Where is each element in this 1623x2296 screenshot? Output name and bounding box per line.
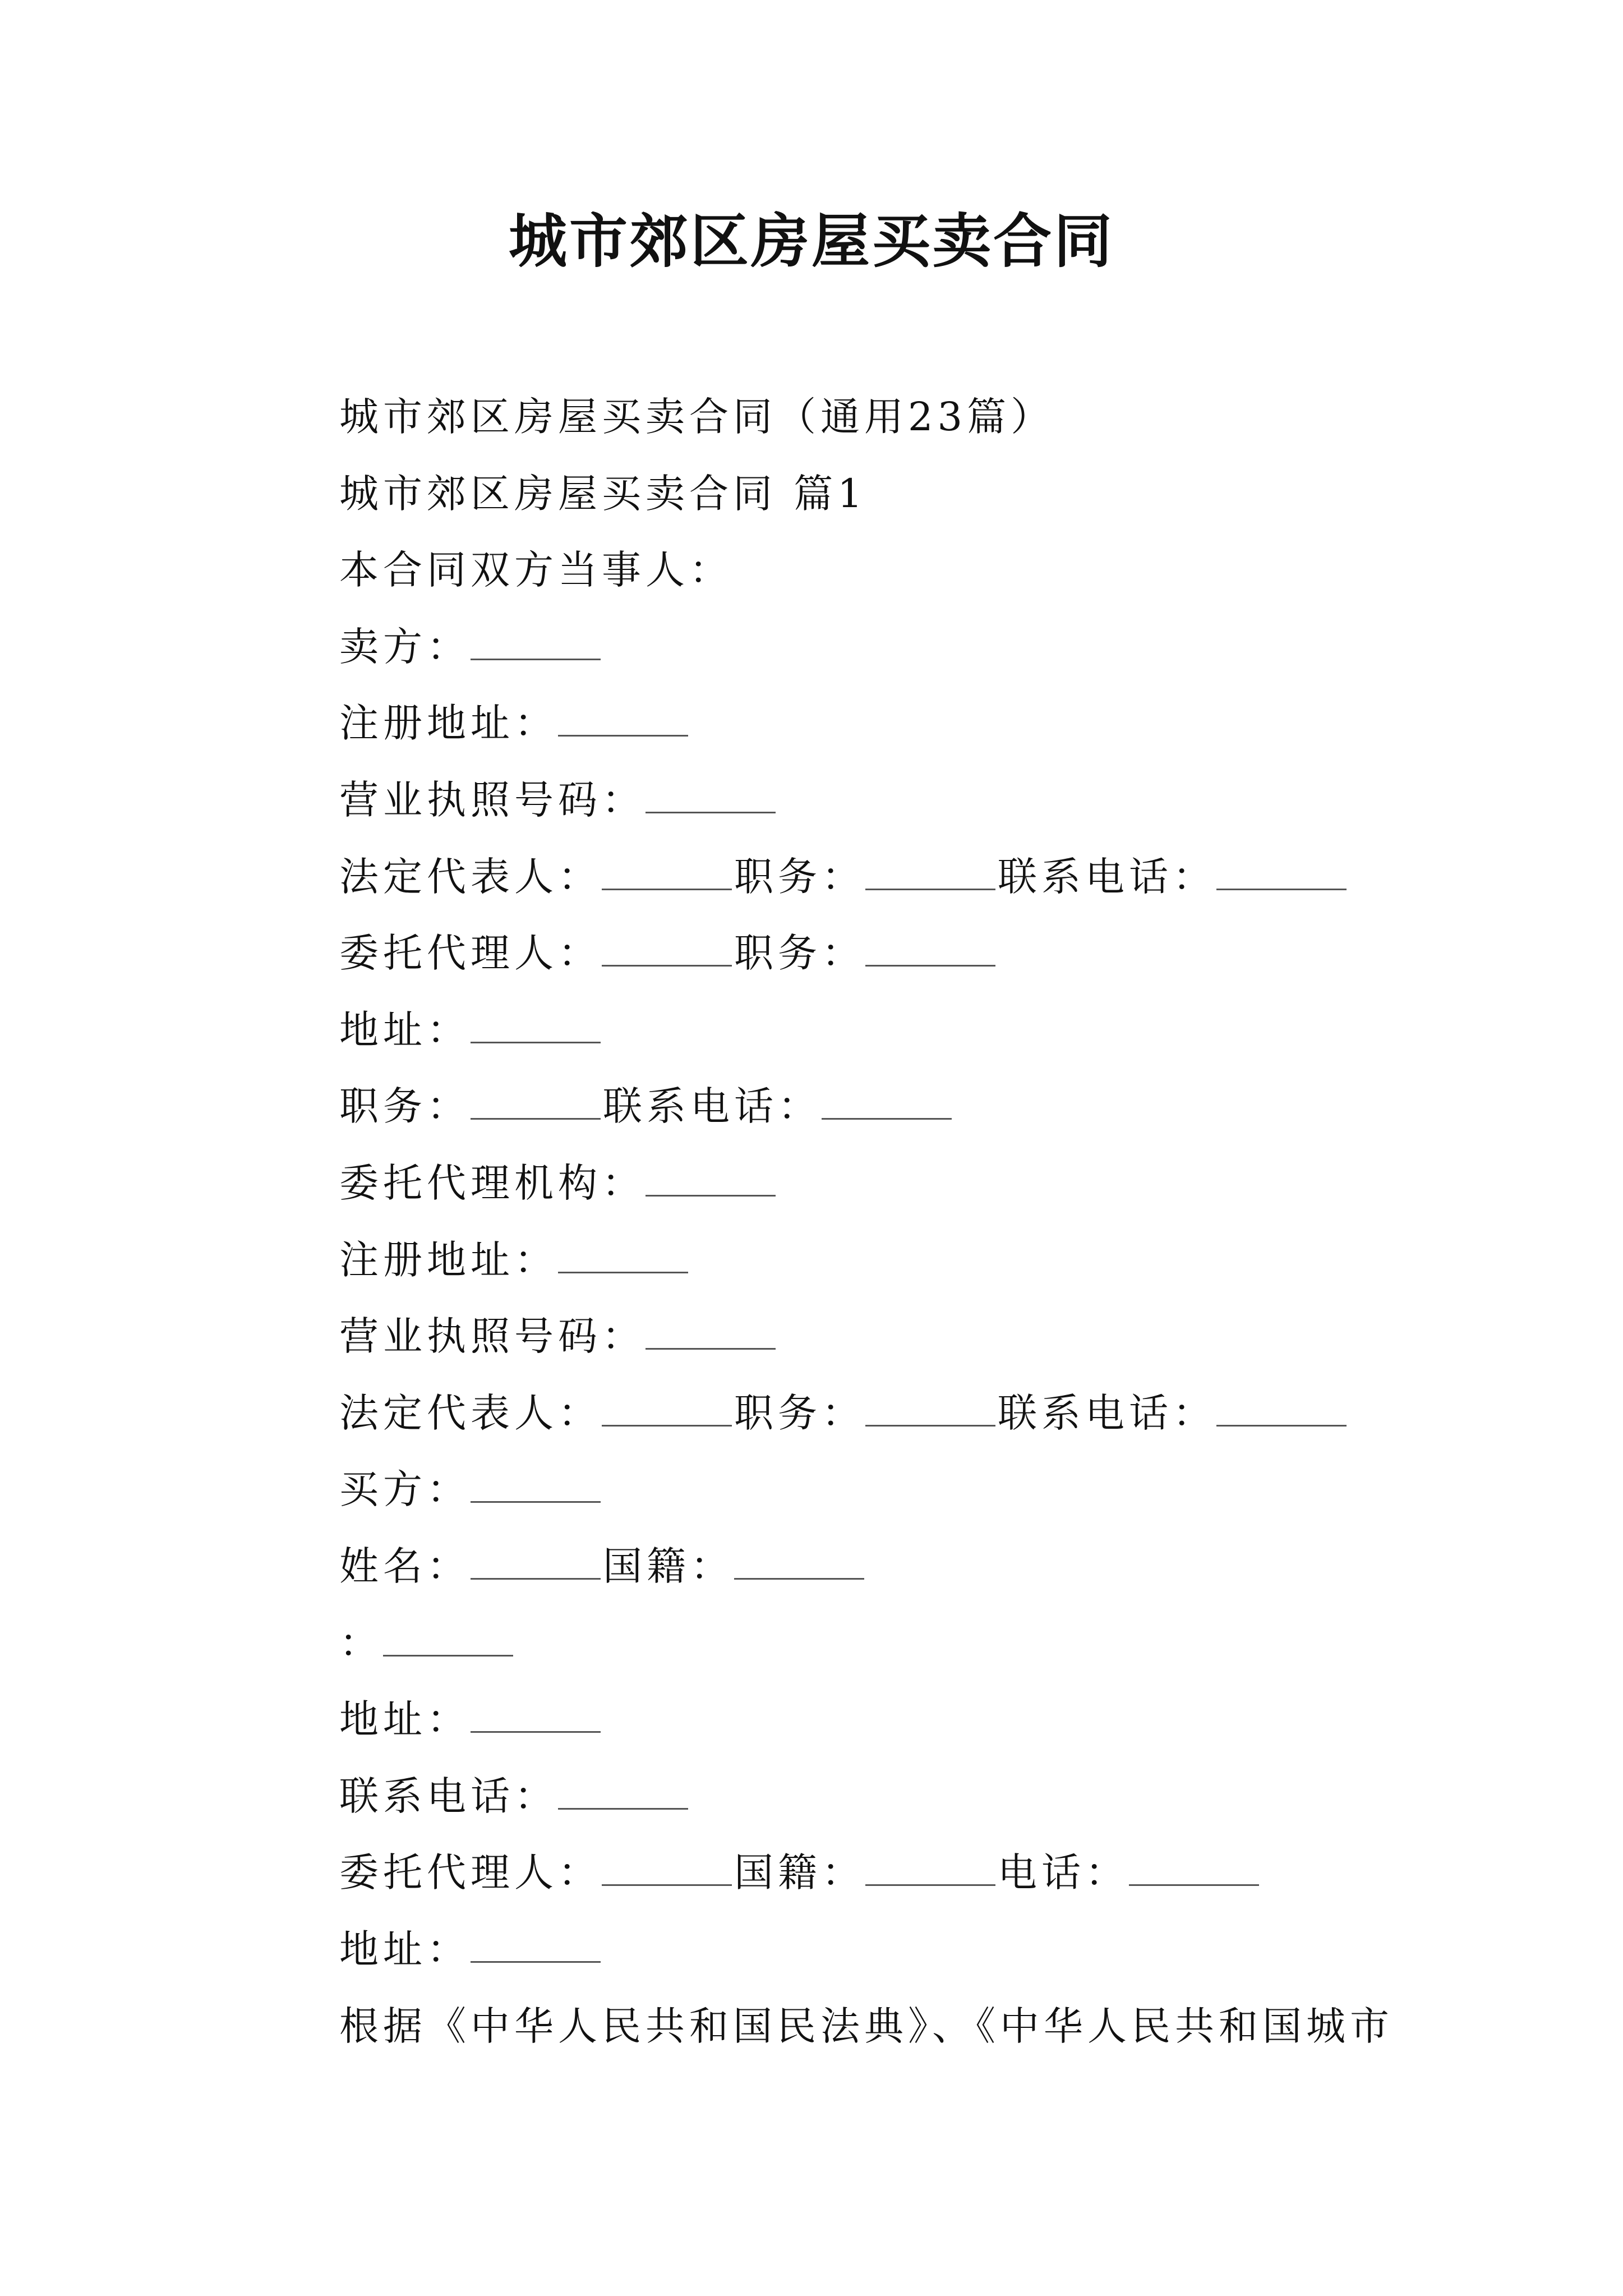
line-label: 职务： — [734, 854, 865, 900]
document-line — [339, 1305, 778, 1367]
document-line — [339, 463, 867, 524]
fill-in-blank — [471, 1083, 601, 1120]
fill-in-blank — [865, 1849, 995, 1886]
document-line — [339, 1688, 603, 1750]
line-label: 本合同双方当事人： — [339, 547, 733, 593]
document-line — [339, 1612, 515, 1674]
fill-in-blank — [471, 1007, 601, 1043]
line-label: 国籍： — [734, 1849, 865, 1895]
line-label: 委托代理人： — [339, 1849, 602, 1895]
line-label: 买方： — [339, 1466, 471, 1512]
fill-in-blank — [471, 624, 601, 660]
line-label: 职务： — [734, 1390, 865, 1436]
document-line — [339, 616, 603, 678]
document-line — [339, 1458, 603, 1520]
line-label: 根据《中华人民共和国民法典》、《中华人民共和国城市 — [339, 2003, 1394, 2049]
line-label: 委托代理人： — [339, 930, 602, 976]
line-label: 地址： — [339, 1926, 471, 1972]
fill-in-blank — [734, 1543, 864, 1580]
document-line — [339, 922, 998, 984]
fill-in-blank — [865, 854, 995, 890]
line-label: 委托代理机构： — [339, 1160, 645, 1206]
fill-in-blank — [602, 1849, 732, 1886]
line-label: 职务： — [734, 930, 865, 976]
document-line — [339, 1075, 954, 1137]
fill-in-blank — [471, 1926, 601, 1963]
document-line — [339, 1995, 1394, 2057]
document-line — [339, 999, 603, 1061]
fill-in-blank — [471, 1696, 601, 1733]
document-line — [339, 1765, 690, 1827]
line-label: 法定代表人： — [339, 1390, 602, 1436]
line-label: 营业执照号码： — [339, 1313, 645, 1359]
line-label: 卖方： — [339, 624, 471, 670]
line-label: 电话： — [998, 1849, 1129, 1895]
line-label: 城市郊区房屋买卖合同（通用23篇） — [339, 394, 1055, 440]
line-label: 联系电话： — [998, 1390, 1216, 1436]
fill-in-blank — [558, 700, 688, 737]
fill-in-blank — [383, 1620, 513, 1657]
line-label: 注册地址： — [339, 1237, 558, 1283]
document-line — [339, 1152, 778, 1214]
line-label: 职务： — [339, 1083, 471, 1129]
fill-in-blank — [1216, 1390, 1347, 1427]
document-line — [339, 769, 778, 831]
document-line — [339, 1535, 866, 1597]
line-label: 地址： — [339, 1007, 471, 1053]
document-line — [339, 386, 1054, 448]
fill-in-blank — [645, 1160, 776, 1197]
line-label: ： — [339, 1620, 383, 1666]
fill-in-blank — [865, 1390, 995, 1427]
line-label: 联系电话： — [998, 854, 1216, 900]
line-label: 联系电话： — [603, 1083, 822, 1129]
fill-in-blank — [602, 930, 732, 967]
line-label: 注册地址： — [339, 700, 558, 746]
document-line — [339, 1842, 1261, 1903]
document-title: 城市郊区房屋买卖合同 — [508, 206, 1114, 275]
document-line — [339, 846, 1349, 908]
fill-in-blank — [558, 1773, 688, 1810]
line-label: 营业执照号码： — [339, 777, 645, 823]
fill-in-blank — [645, 777, 776, 813]
fill-in-blank — [822, 1083, 952, 1120]
fill-in-blank — [558, 1237, 688, 1273]
document-line — [339, 1382, 1349, 1444]
line-label: 城市郊区房屋买卖合同 篇1 — [339, 471, 867, 517]
document-line — [339, 1229, 690, 1291]
document-line — [339, 539, 733, 601]
line-label: 国籍： — [603, 1543, 734, 1589]
fill-in-blank — [602, 854, 732, 890]
line-label: 地址： — [339, 1696, 471, 1742]
line-label: 联系电话： — [339, 1773, 558, 1819]
fill-in-blank — [1129, 1849, 1259, 1886]
document-line — [339, 692, 690, 754]
fill-in-blank — [645, 1313, 776, 1350]
fill-in-blank — [865, 930, 995, 967]
fill-in-blank — [471, 1543, 601, 1580]
fill-in-blank — [471, 1466, 601, 1503]
document-line — [339, 1918, 603, 1980]
line-label: 姓名： — [339, 1543, 471, 1589]
line-label: 法定代表人： — [339, 854, 602, 900]
fill-in-blank — [602, 1390, 732, 1427]
fill-in-blank — [1216, 854, 1347, 890]
